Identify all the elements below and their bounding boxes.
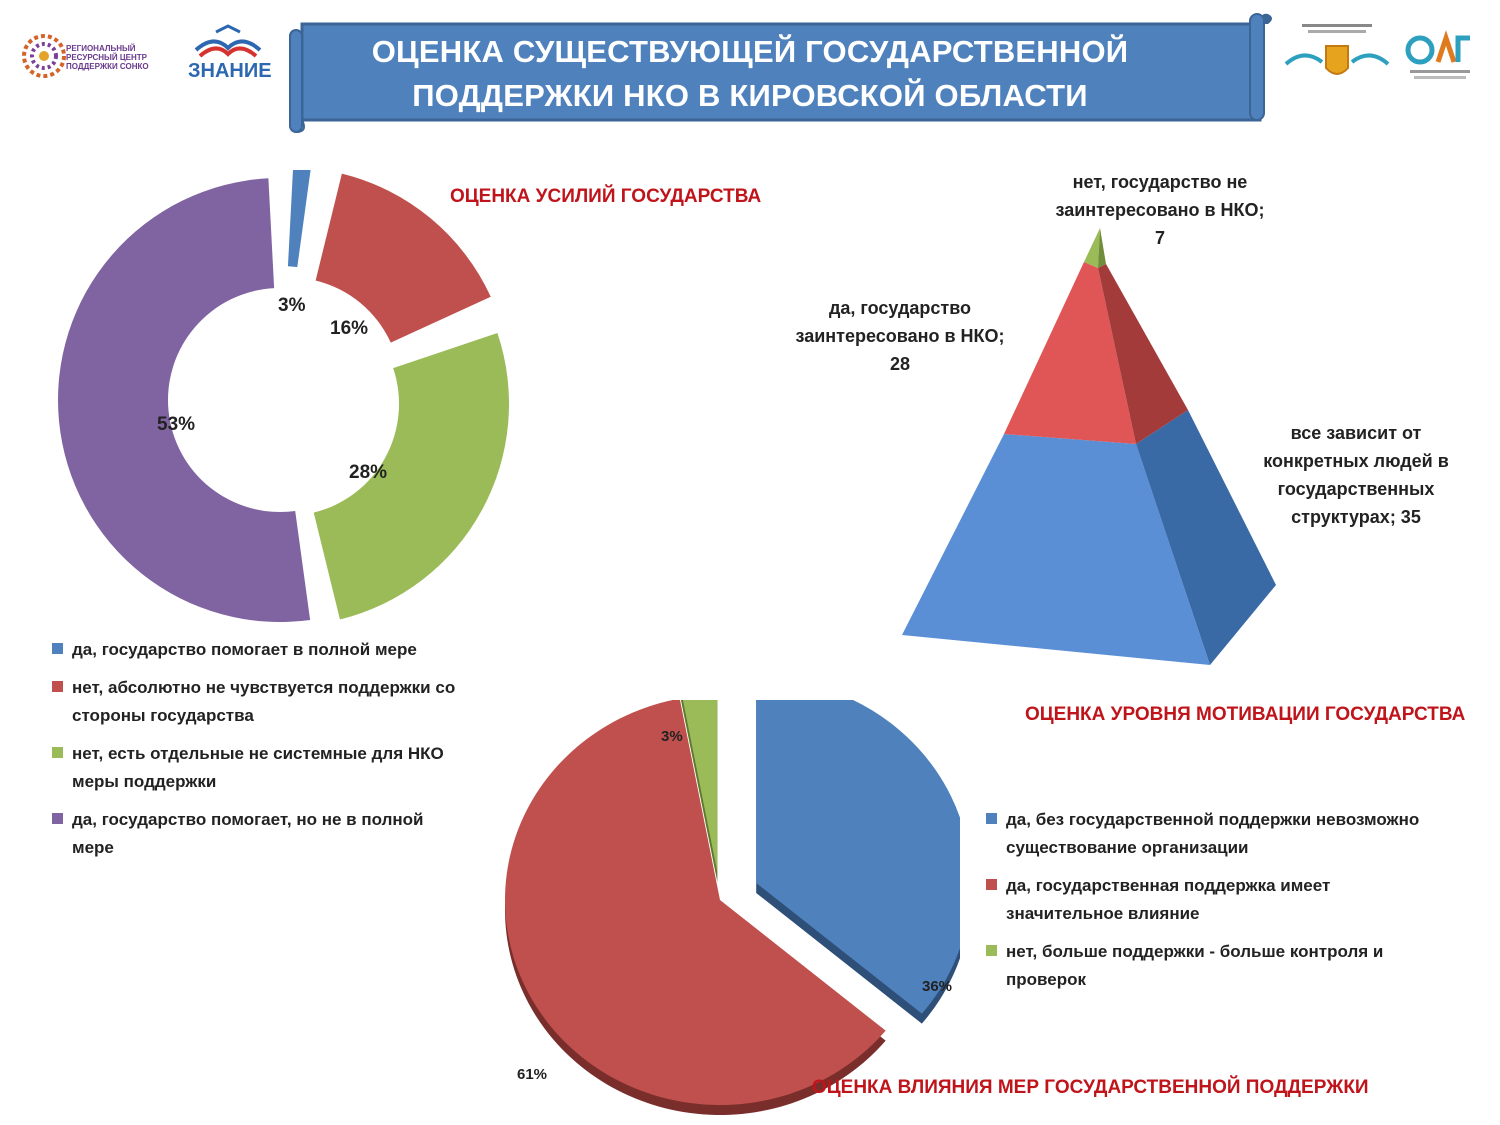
pyramid-label-line: заинтересовано в НКО; [795, 326, 1005, 346]
pyramid-label-line: заинтересовано в НКО; [1055, 200, 1265, 220]
logo-public-chamber [1282, 18, 1392, 92]
donut-label-4: 53% [157, 414, 196, 435]
page-title-line2: ПОДДЕРЖКИ НКО В КИРОВСКОЙ ОБЛАСТИ [412, 78, 1088, 113]
legend-label: нет, абсолютно не чувствуется поддержки со стороны государства [72, 678, 456, 725]
legend-swatch [986, 879, 997, 890]
donut-segment [288, 170, 312, 267]
chart-2-title: ОЦЕНКА УРОВНЯ МОТИВАЦИИ ГОСУДАРСТВА [1025, 704, 1466, 725]
logo-text-line: ПОДДЕРЖКИ СОНКО [66, 62, 149, 71]
pie-legend [986, 806, 1446, 1004]
legend-label: да, государство помогает, но не в полной мере [72, 810, 424, 857]
page-title-line1: ОЦЕНКА СУЩЕСТВУЮЩЕЙ ГОСУДАРСТВЕННОЙ [371, 34, 1129, 69]
donut-chart [40, 170, 540, 630]
pyramid-label-line: да, государство [828, 298, 972, 318]
pyramid-label-line: государственных [1277, 479, 1435, 499]
pyramid-chart [900, 220, 1290, 680]
logo-association [1404, 24, 1478, 88]
logo-resource-center [22, 24, 172, 88]
page-title [300, 30, 1200, 118]
legend-item [986, 938, 1446, 994]
pyramid-label-middle [770, 294, 1030, 378]
legend-label: да, государственная поддержка имеет значительное влияние [1006, 876, 1331, 923]
pie-label-3: 3% [661, 728, 683, 745]
legend-swatch [52, 643, 63, 654]
pyramid-label-value: 28 [889, 354, 911, 374]
legend-item [986, 806, 1446, 862]
legend-item [52, 674, 462, 730]
legend-swatch [986, 813, 997, 824]
legend-swatch [52, 681, 63, 692]
logo-text-line: РЕСУРСНЫЙ ЦЕНТР [66, 53, 147, 62]
legend-label: нет, есть отдельные не системные для НКО меры поддержки [72, 744, 444, 791]
pie-3d-chart [490, 700, 960, 1120]
donut-segment [58, 178, 310, 622]
donut-legend [52, 636, 462, 872]
legend-item [52, 636, 462, 664]
donut-segment [314, 333, 509, 619]
legend-item [52, 740, 462, 796]
legend-label: да, государство помогает в полной мере [72, 640, 417, 659]
logo-znanie-text: ЗНАНИЕ [188, 60, 272, 82]
pyramid-label-line: все зависит от [1290, 423, 1422, 443]
pie-label-1: 36% [922, 978, 953, 995]
chart-3-title: ОЦЕНКА ВЛИЯНИЯ МЕР ГОСУДАРСТВЕННОЙ ПОДДЕРЖКИ [812, 1077, 1369, 1098]
logo-text-line: РЕГИОНАЛЬНЫЙ [66, 44, 136, 53]
legend-item [52, 806, 462, 862]
donut-label-2: 16% [330, 318, 369, 339]
legend-label: нет, больше поддержки - больше контроля и проверок [1006, 942, 1384, 989]
pyramid-label-top [1010, 168, 1310, 252]
legend-label: да, без государственной поддержки невозможно существование организации [1006, 810, 1420, 857]
pyramid-label-line: структурах; 35 [1291, 507, 1421, 527]
logo-resource-center-text [66, 44, 149, 71]
legend-swatch [52, 813, 63, 824]
legend-swatch [52, 747, 63, 758]
pie-label-2: 61% [517, 1066, 548, 1083]
pyramid-label-line: нет, государство не [1072, 172, 1248, 192]
legend-swatch [986, 945, 997, 956]
legend-item [986, 872, 1446, 928]
donut-label-3: 28% [349, 462, 388, 483]
pyramid-label-bottom [1236, 419, 1476, 531]
logo-znanie [186, 24, 272, 88]
donut-label-1: 3% [278, 295, 306, 316]
pyramid-label-line: конкретных людей в [1263, 451, 1449, 471]
chart-1-title: ОЦЕНКА УСИЛИЙ ГОСУДАРСТВА [450, 186, 762, 207]
pyramid-label-value: 7 [1154, 228, 1165, 248]
